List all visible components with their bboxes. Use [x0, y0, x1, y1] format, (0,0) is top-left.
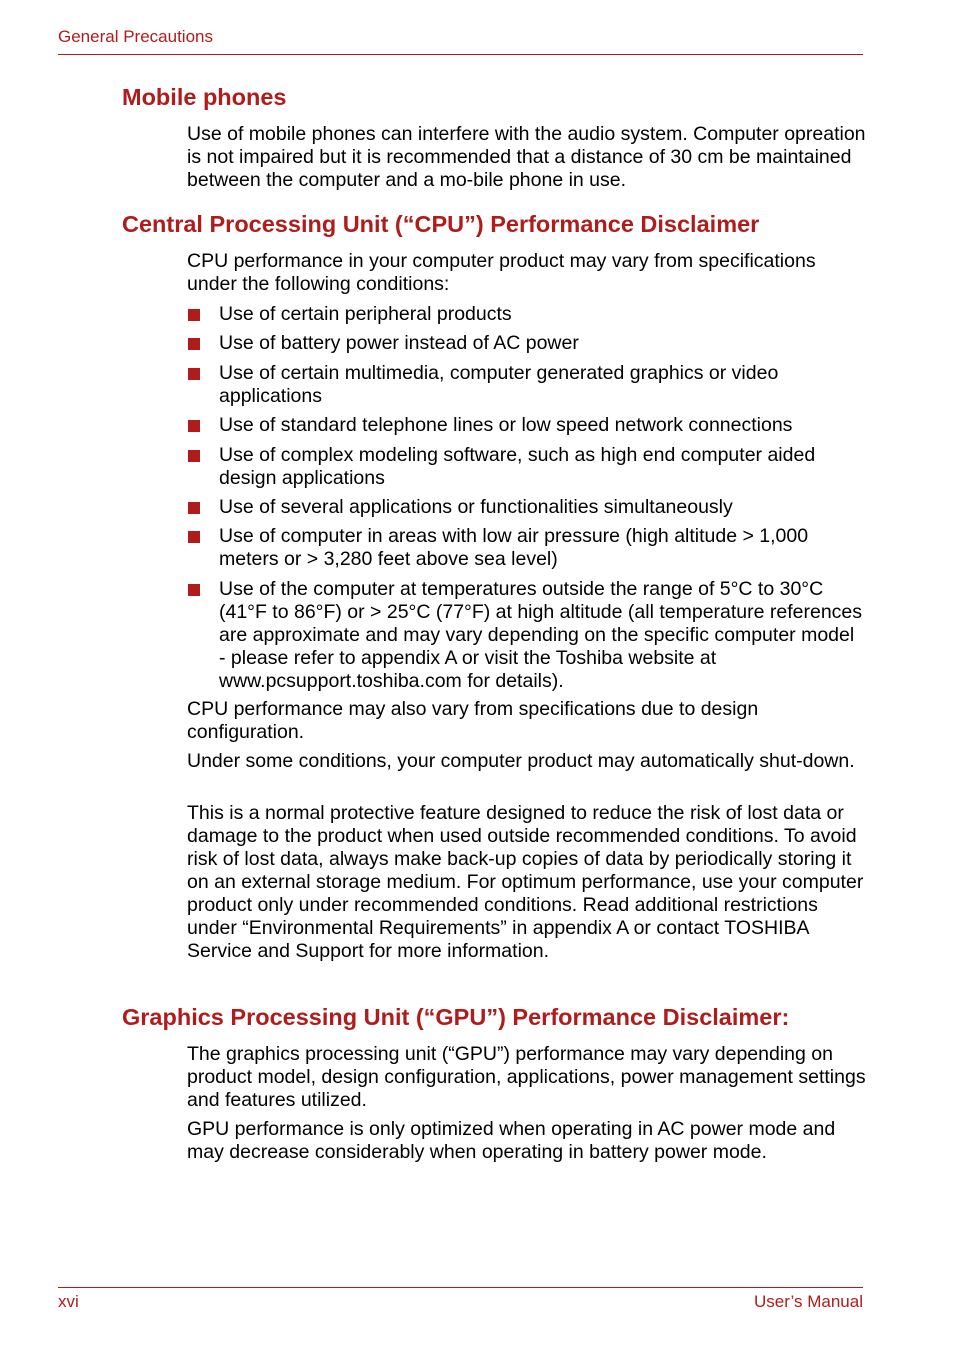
bullet-square-icon [188, 309, 200, 321]
header-rule [58, 54, 863, 55]
paragraph-cpu-shutdown: Under some conditions, your computer product may automatically shut-down. [187, 750, 855, 772]
running-head: General Precautions [58, 27, 213, 46]
paragraph-mobile-phones: Use of mobile phones can interfere with the audio system. Computer opreation is not impaired but it is recommended that a distance of 30 cm be maintained between the computer and a mo-bile phone in use. [187, 123, 866, 191]
bullet-square-icon [188, 502, 200, 514]
heading-cpu-disclaimer: Central Processing Unit (“CPU”) Performance Disclaimer [122, 211, 760, 237]
paragraph-gpu-1: The graphics processing unit (“GPU”) performance may vary depending on product model, design configuration, applications, power management settings and features utilized. [187, 1043, 866, 1111]
paragraph-cpu-intro: CPU performance in your computer product may vary from specifications under the following conditions: [187, 250, 816, 295]
list-item-text: Use of standard telephone lines or low speed network connections [219, 414, 793, 436]
list-item-text: Use of certain peripheral products [219, 303, 512, 325]
page-number: xvi [58, 1292, 79, 1311]
list-item-text: Use of computer in areas with low air pressure (high altitude > 1,000 meters or > 3,280 feet above sea level) [219, 525, 809, 570]
bullet-square-icon [188, 450, 200, 462]
manual-title: User’s Manual [754, 1292, 863, 1311]
paragraph-gpu-2: GPU performance is only optimized when operating in AC power mode and may decrease considerably when operating in battery power mode. [187, 1118, 836, 1163]
paragraph-cpu-protective: This is a normal protective feature designed to reduce the risk of lost data or damage to the product when used outside recommended conditions. To avoid risk of lost data, always make back-up copies of data by periodically storing it on an external storage medium. For optimum performance, use your computer product only under recommended conditions. Read additional restrictions under “Environmental Requirements” in appendix A or contact TOSHIBA Service and Support for more information. [187, 802, 864, 962]
list-item-text: Use of battery power instead of AC power [219, 332, 579, 354]
list-item-text: Use of several applications or functionalities simultaneously [219, 496, 733, 518]
heading-mobile-phones: Mobile phones [122, 84, 287, 110]
heading-gpu-disclaimer: Graphics Processing Unit (“GPU”) Performance Disclaimer: [122, 1004, 790, 1030]
list-item-text: Use of the computer at temperatures outside the range of 5°C to 30°C (41°F to 86°F) or > 25°C (77°F) at high altitude (all temperature references are approximate and may vary depending on the specific computer model - please refer to appendix A or visit the Toshiba website at www.pcsupport.toshiba.com for details). [219, 578, 863, 692]
bullet-square-icon [188, 531, 200, 543]
bullet-square-icon [188, 584, 200, 596]
bullet-square-icon [188, 368, 200, 380]
list-item-text: Use of certain multimedia, computer generated graphics or video applications [219, 362, 779, 407]
bullet-square-icon [188, 338, 200, 350]
list-item-text: Use of complex modeling software, such as high end computer aided design applications [219, 444, 816, 489]
paragraph-cpu-design: CPU performance may also vary from specifications due to design configuration. [187, 698, 759, 743]
bullet-square-icon [188, 420, 200, 432]
footer-rule [58, 1287, 863, 1288]
